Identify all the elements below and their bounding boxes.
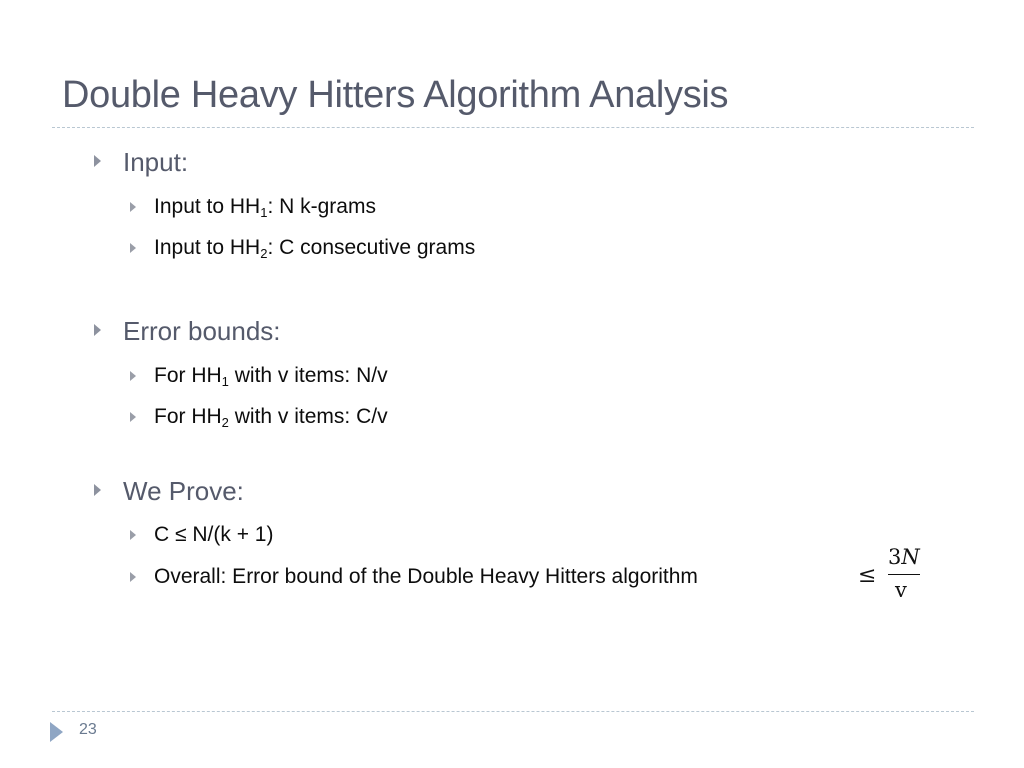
sub-bullet-arrow-icon [130,243,136,253]
error-bound-formula [858,543,924,609]
sub-bullet-text: For $HH_2$ with v items: C/v [154,405,388,430]
formula-relation: ≤ [858,563,877,588]
slide-title: Double Heavy Hitters Algorithm Analysis [62,74,729,116]
bullet-arrow-icon [94,484,101,496]
sub-bullet-text: C ≤ N/(k + 1) [154,523,274,546]
sub-bullet-arrow-icon [130,572,136,582]
title-divider [52,127,974,128]
formula-numerator: 3N [888,545,920,569]
footer-arrow-icon [50,722,63,742]
formula-denominator: v [895,578,907,602]
bullet-arrow-icon [94,324,101,336]
sub-bullet-arrow-icon [130,530,136,540]
sub-bullet-arrow-icon [130,371,136,381]
sub-bullet-text: For $HH_1$ with v items: N/v [154,364,388,389]
fraction-bar [888,574,920,575]
bullet-arrow-icon [94,155,101,167]
sub-bullet-arrow-icon [130,412,136,422]
sub-bullet-arrow-icon [130,202,136,212]
footer-divider [52,711,974,712]
bullet-heading: Error bounds: [123,316,281,346]
sub-bullet-text: Input to $HH_2$: C consecutive grams [154,236,476,261]
page-number: 23 [79,721,97,738]
bullet-heading: Input: [123,147,189,177]
sub-bullet-text: Input to $HH_1$: N k-grams [154,195,376,220]
bullet-heading: We Prove: [123,476,244,506]
sub-bullet-text: Overall: Error bound of the Double Heavy Hitters algorithm [154,565,698,588]
